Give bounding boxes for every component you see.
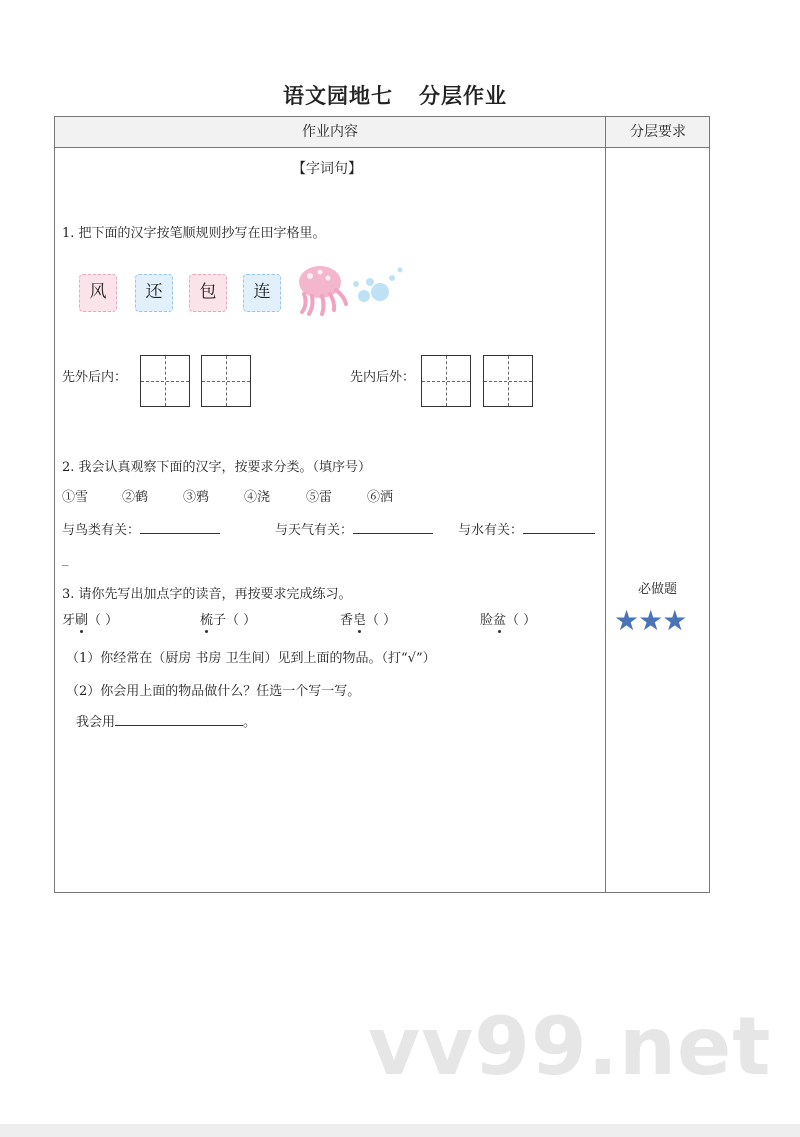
q3-word-shuzi: 梳子（ ） bbox=[200, 613, 257, 628]
column-divider bbox=[605, 117, 606, 892]
watermark: vv99.net bbox=[368, 1000, 772, 1093]
char-card-feng: 风 bbox=[79, 274, 117, 312]
answer-blank[interactable] bbox=[140, 519, 220, 534]
q3-sub1: （1）你经常在（厨房 书房 卫生间）见到上面的物品。（打“√”） bbox=[66, 651, 436, 666]
char-card-bao: 包 bbox=[189, 274, 227, 312]
q3-word-lianpen: 脸盆（ ） bbox=[480, 613, 537, 628]
section-title: 【字词句】 bbox=[292, 161, 362, 177]
answer-blank[interactable] bbox=[353, 519, 433, 534]
q2-option: ⑥洒 bbox=[367, 490, 394, 505]
q3-word-yashua: 牙刷（ ） bbox=[62, 613, 119, 628]
tianzige-box[interactable] bbox=[421, 355, 471, 407]
tianzige-box[interactable] bbox=[483, 355, 533, 407]
char-card-huan: 还 bbox=[135, 274, 173, 312]
level-label: 必做题 bbox=[638, 582, 678, 597]
answer-blank[interactable] bbox=[115, 711, 243, 726]
q2-option: ②鹤 bbox=[122, 490, 149, 505]
q1-prompt: 1. 把下面的汉字按笔顺规则抄写在田字格里。 bbox=[62, 226, 326, 241]
char-card-lian: 连 bbox=[243, 274, 281, 312]
q3-sub2: （2）你会用上面的物品做什么？任选一个写一写。 bbox=[66, 684, 361, 699]
q3-answer-line: 我会用 。 bbox=[76, 711, 256, 730]
header-content: 作业内容 bbox=[302, 124, 358, 140]
q3-word-xiangzao: 香皂（ ） bbox=[340, 613, 397, 628]
stray-mark: _ bbox=[62, 552, 69, 567]
star-rating-icon: ★★★ bbox=[614, 604, 687, 637]
q2-option: ①雪 bbox=[62, 490, 89, 505]
bottom-bar bbox=[0, 1124, 800, 1137]
header-level: 分层要求 bbox=[630, 124, 686, 140]
cat-birds: 与鸟类有关： bbox=[62, 519, 220, 538]
cat-water: 与水有关： bbox=[458, 519, 595, 538]
tianzige-box[interactable] bbox=[140, 355, 190, 407]
answer-blank[interactable] bbox=[523, 519, 595, 534]
q2-option: ⑤雷 bbox=[306, 490, 333, 505]
tianzige-box[interactable] bbox=[201, 355, 251, 407]
cat-weather: 与天气有关： bbox=[275, 519, 433, 538]
page-title: 语文园地七 分层作业 bbox=[283, 84, 507, 108]
q3-prompt: 3. 请你先写出加点字的读音，再按要求完成练习。 bbox=[62, 587, 352, 602]
label-inside-out: 先内后外： bbox=[350, 370, 416, 385]
q2-option: ③鸦 bbox=[183, 490, 210, 505]
q2-prompt: 2. 我会认真观察下面的汉字，按要求分类。（填序号） bbox=[62, 460, 372, 475]
label-outside-in: 先外后内： bbox=[62, 370, 128, 385]
q2-option: ④浇 bbox=[244, 490, 271, 505]
jellyfish-icon bbox=[296, 262, 408, 318]
